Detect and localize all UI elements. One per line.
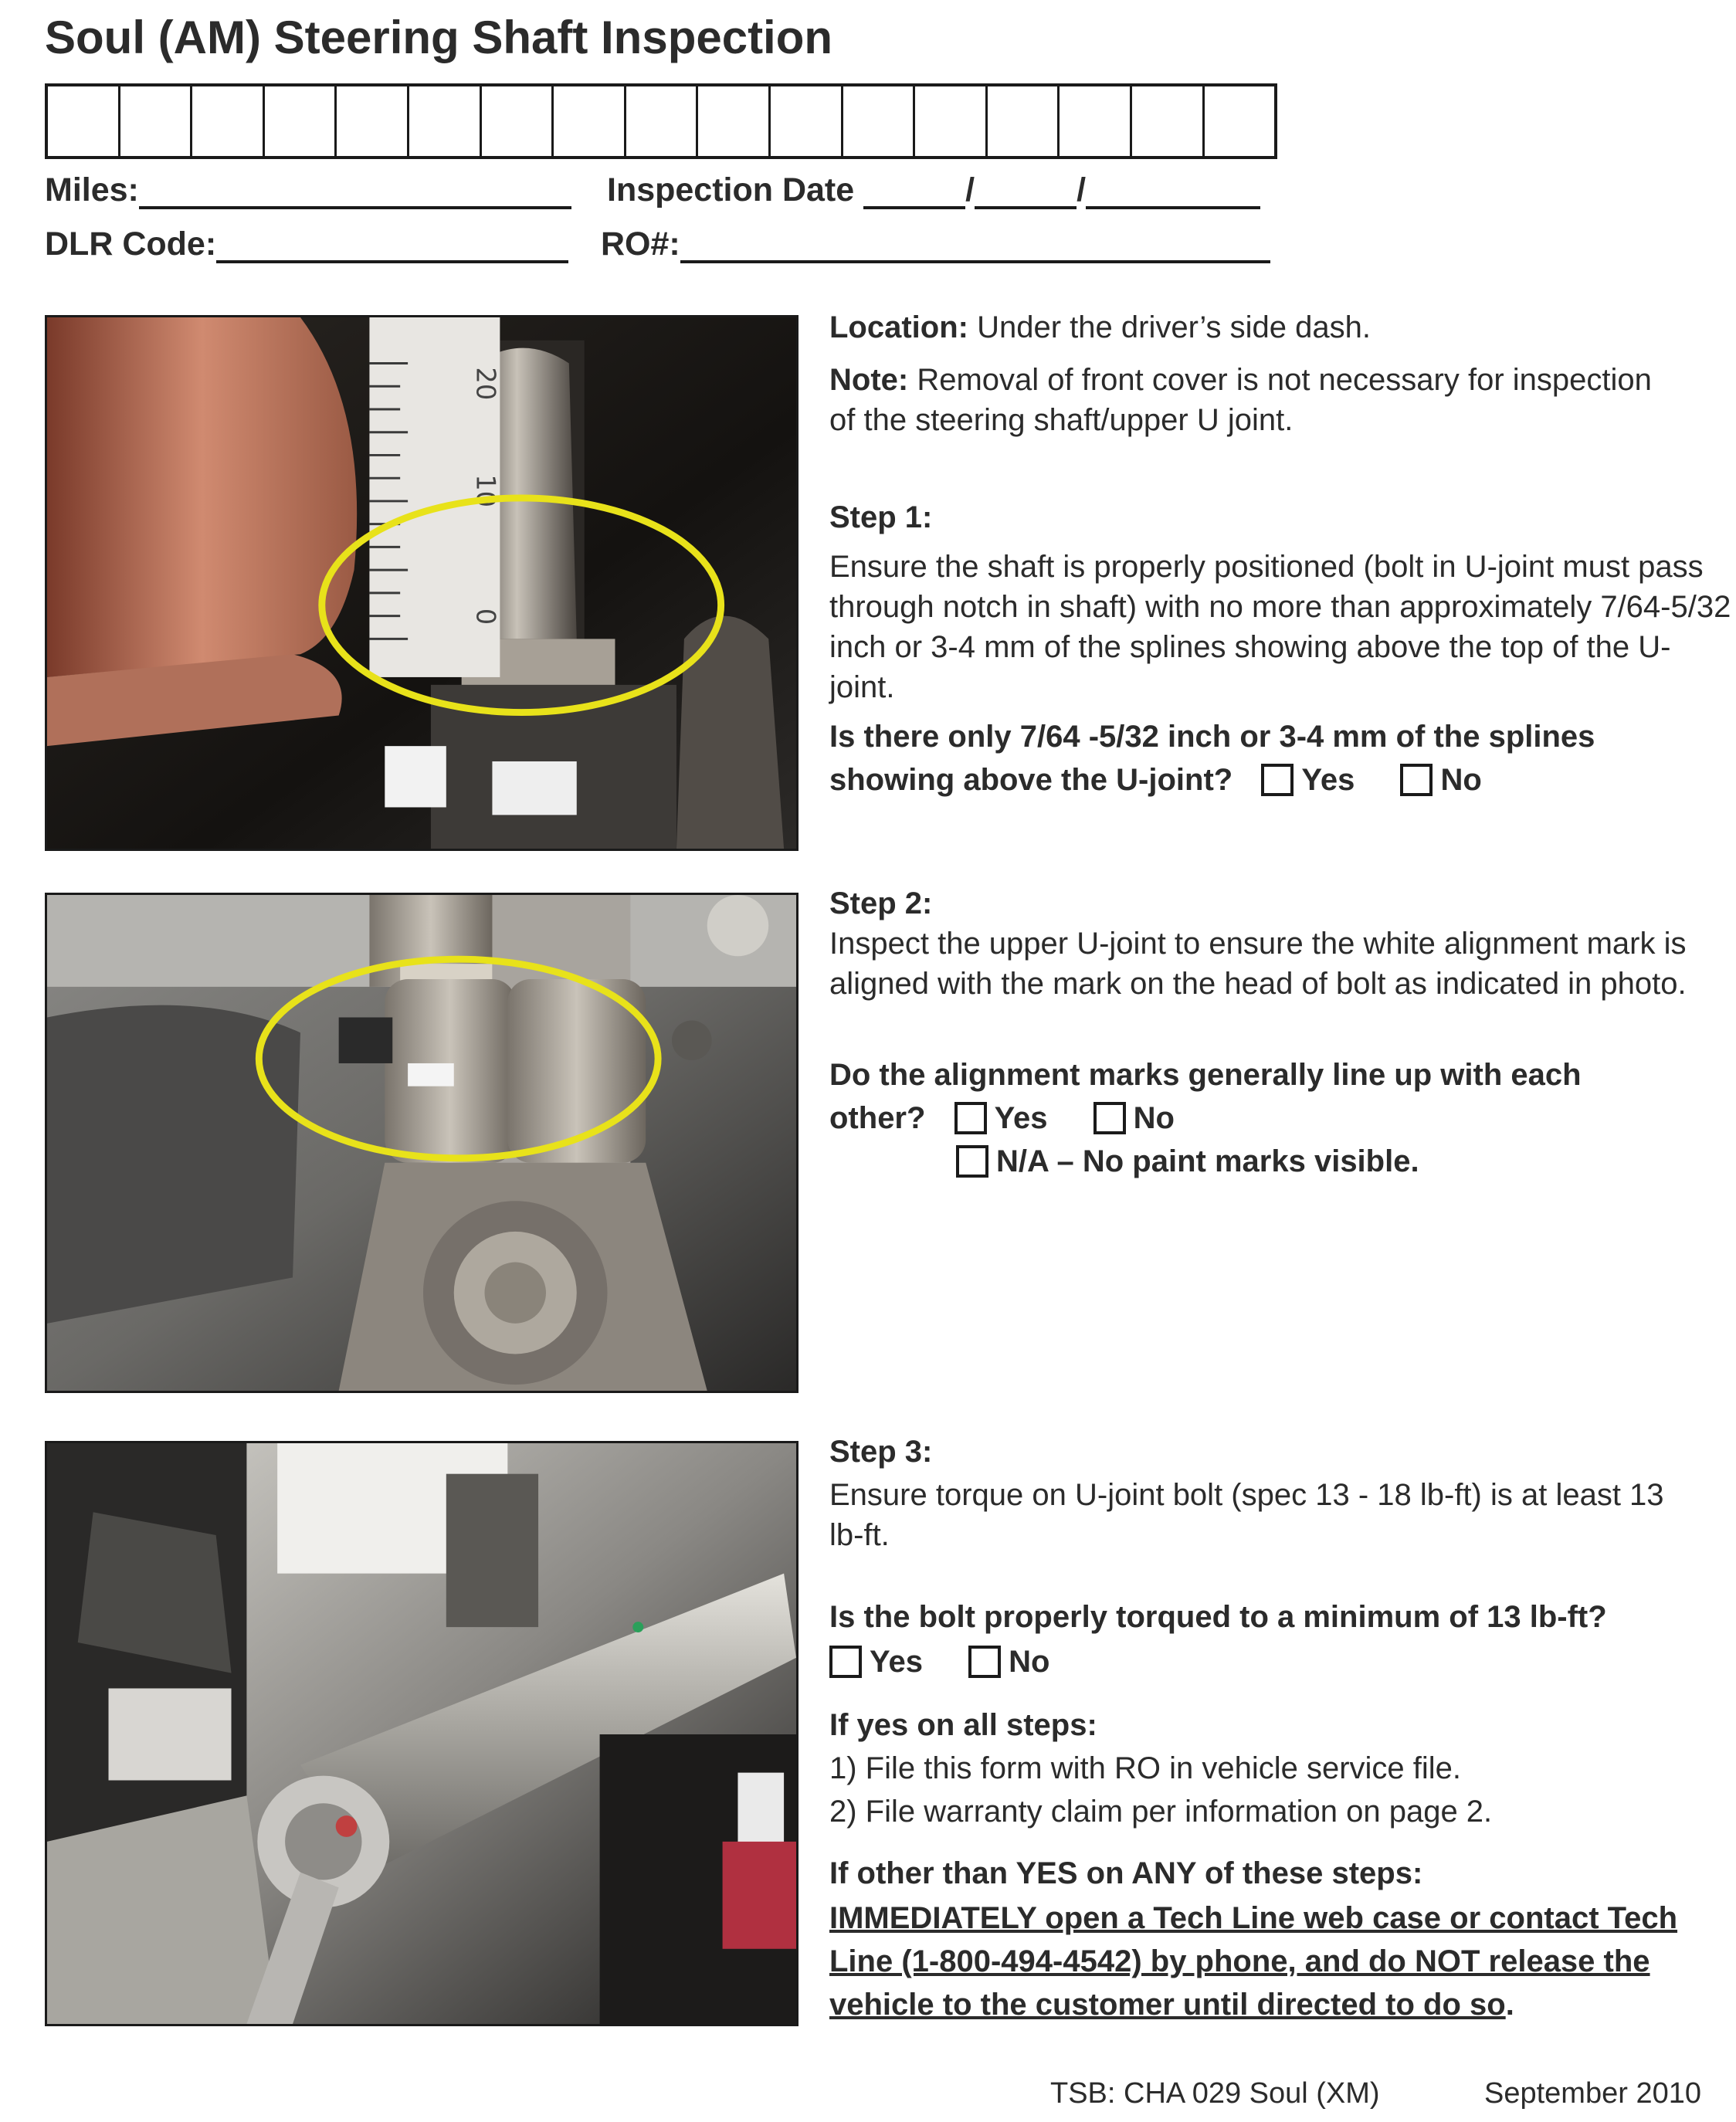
step3-no-checkbox[interactable] <box>968 1646 1001 1678</box>
vin-character-box[interactable] <box>915 86 988 156</box>
vin-character-box[interactable] <box>771 86 843 156</box>
step3-yes-checkbox[interactable] <box>829 1646 862 1678</box>
step2-yes-label: Yes <box>994 1101 1048 1135</box>
dlr-code-input-line[interactable] <box>216 229 568 263</box>
if-other-heading: If other than YES on ANY of these steps: <box>829 1856 1423 1890</box>
dlr-code-label: DLR Code: <box>45 225 217 263</box>
step2-no-label: No <box>1133 1101 1175 1135</box>
vin-character-box[interactable] <box>409 86 482 156</box>
vin-character-box[interactable] <box>337 86 409 156</box>
vin-character-box[interactable] <box>1132 86 1205 156</box>
step1-heading: Step 1: <box>829 500 933 534</box>
photo-step2-alignment-marks <box>45 893 798 1393</box>
location-label: Location: <box>829 310 968 344</box>
miles-field <box>45 171 571 209</box>
vin-character-box[interactable] <box>265 86 337 156</box>
step3-no-label: No <box>1009 1645 1050 1679</box>
step1-no-label: No <box>1440 763 1482 797</box>
step2-heading: Step 2: <box>829 886 933 920</box>
note-paragraph <box>829 360 1663 440</box>
footer-date: September 2010 <box>1484 2077 1701 2110</box>
if-other-instructions <box>829 1897 1733 2026</box>
photo-step3-torque-wrench <box>45 1441 798 2026</box>
step3-yes-label: Yes <box>870 1645 923 1679</box>
date-month-line[interactable] <box>863 175 965 209</box>
step1-no-checkbox[interactable] <box>1400 764 1433 796</box>
step2-body: Inspect the upper U-joint to ensure the white alignment mark is aligned with the mark on the head of bolt as indicated in photo. <box>829 927 1687 1001</box>
step1-question-line1: Is there only 7/64 -5/32 inch or 3-4 mm of the splines <box>829 720 1595 754</box>
step3-body: Ensure torque on U-joint bolt (spec 13 - 18 lb-ft) is at least 13 lb-ft. <box>829 1478 1664 1552</box>
inspection-date-label: Inspection Date <box>607 171 855 208</box>
if-other-line-2: Line (1-800-494-4542) by phone, and do NOT release the <box>829 1944 1650 1978</box>
miles-input-line[interactable] <box>139 175 571 209</box>
if-yes-heading: If yes on all steps: <box>829 1708 1097 1742</box>
dlr-code-field <box>45 225 568 263</box>
step2-na-label: N/A – No paint marks visible. <box>996 1144 1419 1178</box>
vin-character-box[interactable] <box>120 86 193 156</box>
step2-question-line1: Do the alignment marks generally line up with each <box>829 1058 1582 1092</box>
location-text: Under the driver’s side dash. <box>968 310 1371 344</box>
page-title: Soul (AM) Steering Shaft Inspection <box>45 12 833 63</box>
step2-no-checkbox[interactable] <box>1093 1102 1126 1134</box>
note-label: Note: <box>829 363 909 397</box>
step1-body: Ensure the shaft is properly positioned (bolt in U-joint must pass through notch in shaft) with no more than approximately 7/64-5/32 inch or 3-4 mm of the splines showing above the top of the U-joint. <box>829 550 1731 704</box>
ruler-label-20: 20 <box>470 367 501 401</box>
step3-question-line: Is the bolt properly torqued to a minimum of 13 lb-ft? <box>829 1600 1607 1634</box>
if-other-line-3: vehicle to the customer until directed to do so <box>829 1988 1506 2022</box>
date-year-line[interactable] <box>1086 175 1260 209</box>
if-other-period: . <box>1505 1988 1514 2022</box>
ro-field <box>601 225 1270 263</box>
step2-yes-checkbox[interactable] <box>954 1102 987 1134</box>
vin-character-box[interactable] <box>192 86 265 156</box>
vin-character-box[interactable] <box>1205 86 1275 156</box>
vin-character-box[interactable] <box>482 86 554 156</box>
miles-label: Miles: <box>45 171 139 208</box>
if-yes-item-2: 2) File warranty claim per information on page 2. <box>829 1795 1493 1829</box>
step3-question <box>829 1595 1733 1683</box>
footer-tsb: TSB: CHA 029 Soul (XM) <box>1050 2077 1380 2110</box>
vin-entry-grid[interactable] <box>45 83 1277 159</box>
ro-input-line[interactable] <box>680 229 1270 263</box>
step1-question <box>829 715 1733 802</box>
step1-yes-label: Yes <box>1301 763 1355 797</box>
note-text: Removal of front cover is not necessary for inspection of the steering shaft/upper U joint. <box>829 363 1652 437</box>
vin-character-box[interactable] <box>554 86 626 156</box>
date-separator: / <box>965 171 975 208</box>
vin-character-box[interactable] <box>988 86 1060 156</box>
ro-label: RO#: <box>601 225 680 263</box>
step1-yes-checkbox[interactable] <box>1261 764 1294 796</box>
step2-na-checkbox[interactable] <box>956 1145 988 1178</box>
step1-question-line2: showing above the U-joint? <box>829 763 1233 797</box>
inspection-date-field <box>607 171 1260 209</box>
step2-question <box>829 1053 1733 1183</box>
ruler-label-10: 10 <box>470 474 501 508</box>
ruler-label-0: 0 <box>470 608 501 625</box>
date-separator: / <box>1077 171 1087 208</box>
vin-character-box[interactable] <box>48 86 120 156</box>
location-paragraph <box>829 307 1710 347</box>
photo-step1-spline-measurement <box>45 315 798 851</box>
vin-character-box[interactable] <box>1060 86 1132 156</box>
vin-character-box[interactable] <box>843 86 916 156</box>
if-other-line-1: IMMEDIATELY open a Tech Line web case or contact Tech <box>829 1901 1678 1935</box>
step2-question-line2: other? <box>829 1101 926 1135</box>
vin-character-box[interactable] <box>626 86 699 156</box>
vin-character-box[interactable] <box>698 86 771 156</box>
step3-heading: Step 3: <box>829 1435 933 1469</box>
date-day-line[interactable] <box>975 175 1077 209</box>
if-yes-item-1: 1) File this form with RO in vehicle service file. <box>829 1751 1462 1785</box>
